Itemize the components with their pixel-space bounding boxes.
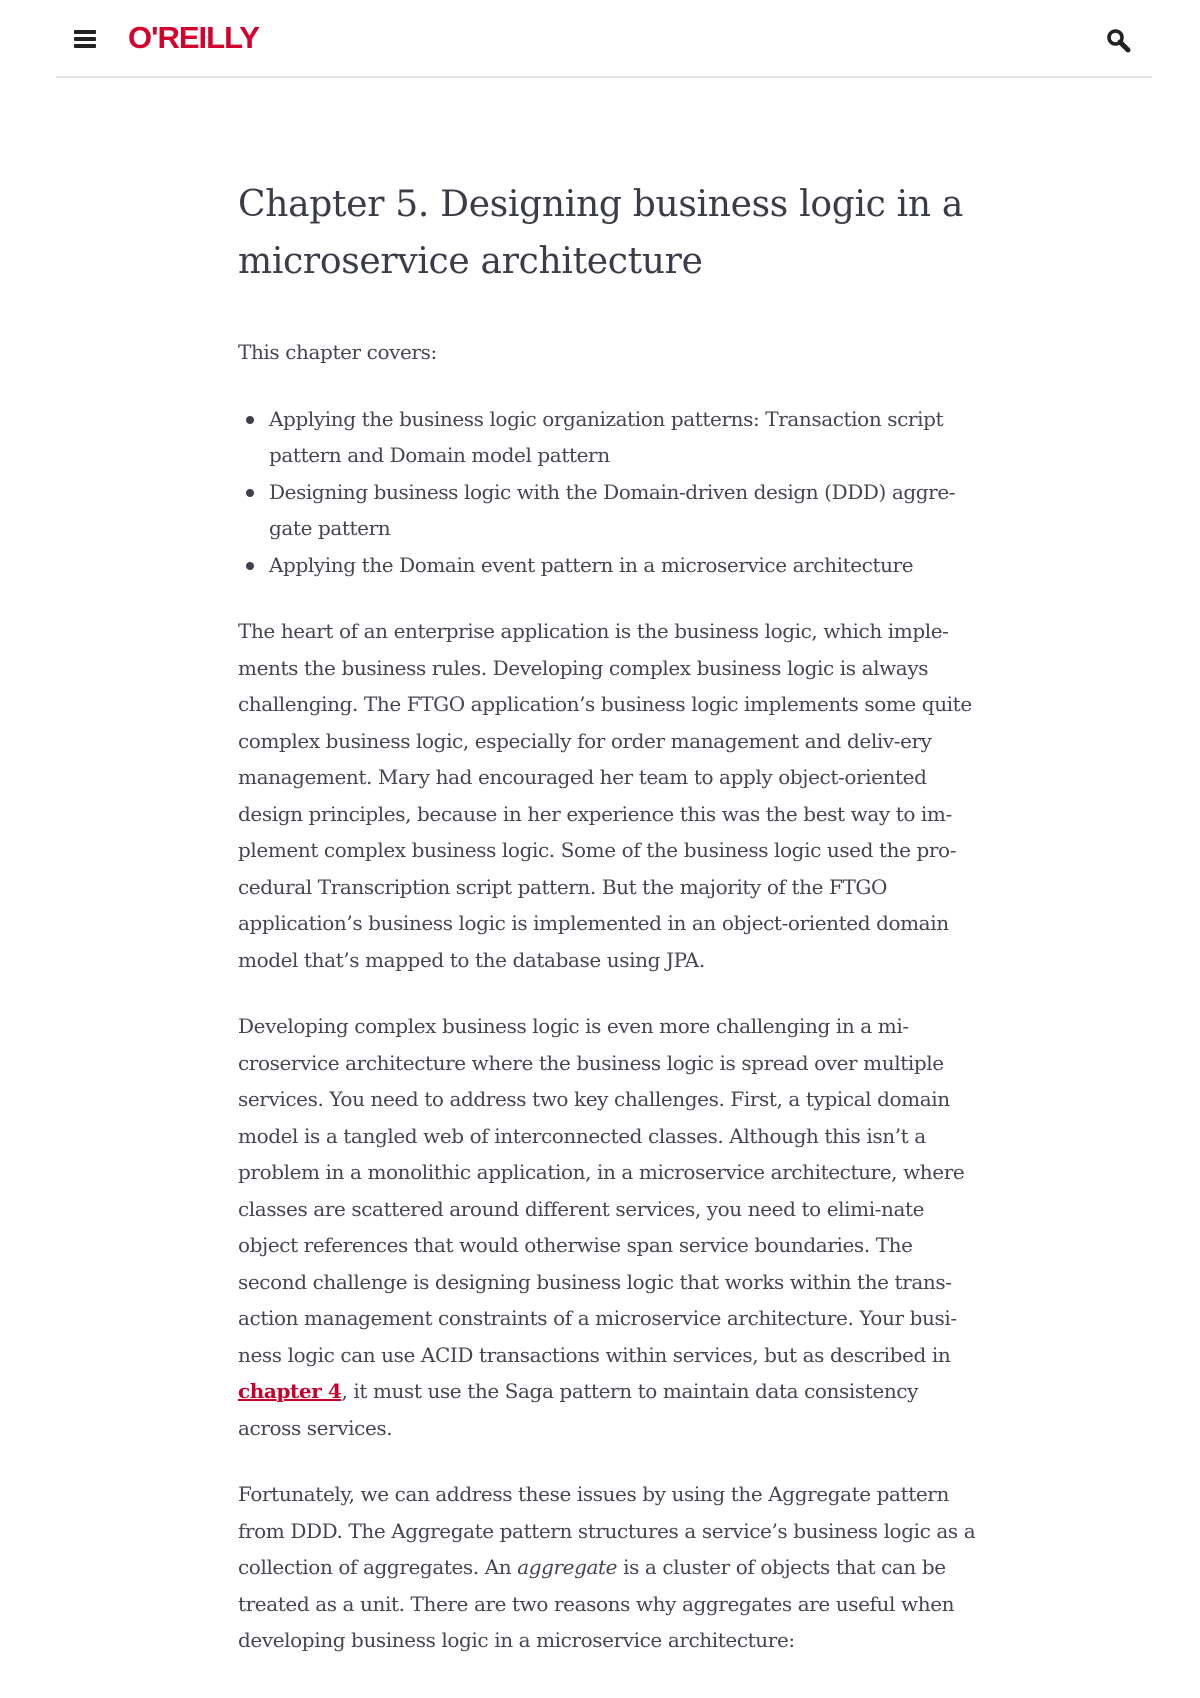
paragraph-text: Fortunately, we can address these issues by using the Aggregate pattern from DDD. The Aggregate pattern structures a service’s business logic as a collection of aggregates. An (238, 1482, 976, 1579)
top-navigation-bar (56, 0, 1152, 78)
emphasis-aggregate: aggregate (517, 1555, 618, 1579)
paragraph-microservice-challenges (238, 1008, 978, 1446)
chapter-intro: This chapter covers: (238, 340, 437, 364)
list-item (238, 474, 978, 547)
paragraph-aggregate-pattern (238, 1476, 978, 1659)
paragraph-text: is a cluster of objects that can be treated as a unit. There are two reasons why aggregates are useful when developing business logic in a microservice architecture: (238, 1555, 955, 1652)
paragraph-text: Developing complex business logic is even more challenging in a mi-croservice architecture where the business logic is spread over multiple services. You need to address two key challenges. First, a typical domain model is a tangled web of interconnected classes. Although this isn’t a problem in a monolithic application, in a microservice architecture, where classes are scattered around different services, you need to elimi-nate object references that would otherwise span service boundaries. The second challenge is designing business logic that works within the trans-action management constraints of a microservice architecture. Your busi-ness logic can use ACID transactions within services, but as described in (238, 1014, 965, 1367)
list-item (238, 401, 978, 474)
bullet-icon (246, 562, 254, 570)
list-item (238, 547, 978, 584)
chapter-title: Chapter 5. Designing business logic in a microservice architecture (238, 184, 964, 282)
bullet-icon (246, 416, 254, 424)
chapter-content (238, 176, 978, 1689)
chapter-covers-list (238, 401, 978, 584)
oreilly-logo[interactable]: O'REILLY (128, 20, 259, 55)
bullet-icon (246, 489, 254, 497)
hamburger-menu-icon[interactable] (74, 28, 98, 48)
paragraph-text: , it must use the Saga pattern to maintain data consistency across services. (238, 1379, 918, 1440)
list-item-text: Applying the business logic organization patterns: Transaction script pattern and Domain model pattern (269, 406, 944, 467)
paragraph-business-logic: The heart of an enterprise application is the business logic, which imple-ments the business rules. Developing complex business logic is always challenging. The FTGO application’s business logic implements some quite complex business logic, especially for order management and deliv-ery management. Mary had encouraged her team to apply object-oriented design principles, because in her experience this was the best way to im-plement complex business logic. Some of the business logic used the pro-cedural Transcription script pattern. But the majority of the FTGO application’s business logic is implemented in an object-oriented domain model that’s mapped to the database using JPA. (238, 619, 972, 972)
list-item-text: Applying the Domain event pattern in a microservice architecture (269, 552, 914, 577)
chapter-4-link[interactable]: chapter 4 (238, 1379, 342, 1403)
list-item-text: Designing business logic with the Domain-driven design (DDD) aggre-gate pattern (269, 479, 956, 540)
search-icon[interactable] (1106, 28, 1132, 54)
